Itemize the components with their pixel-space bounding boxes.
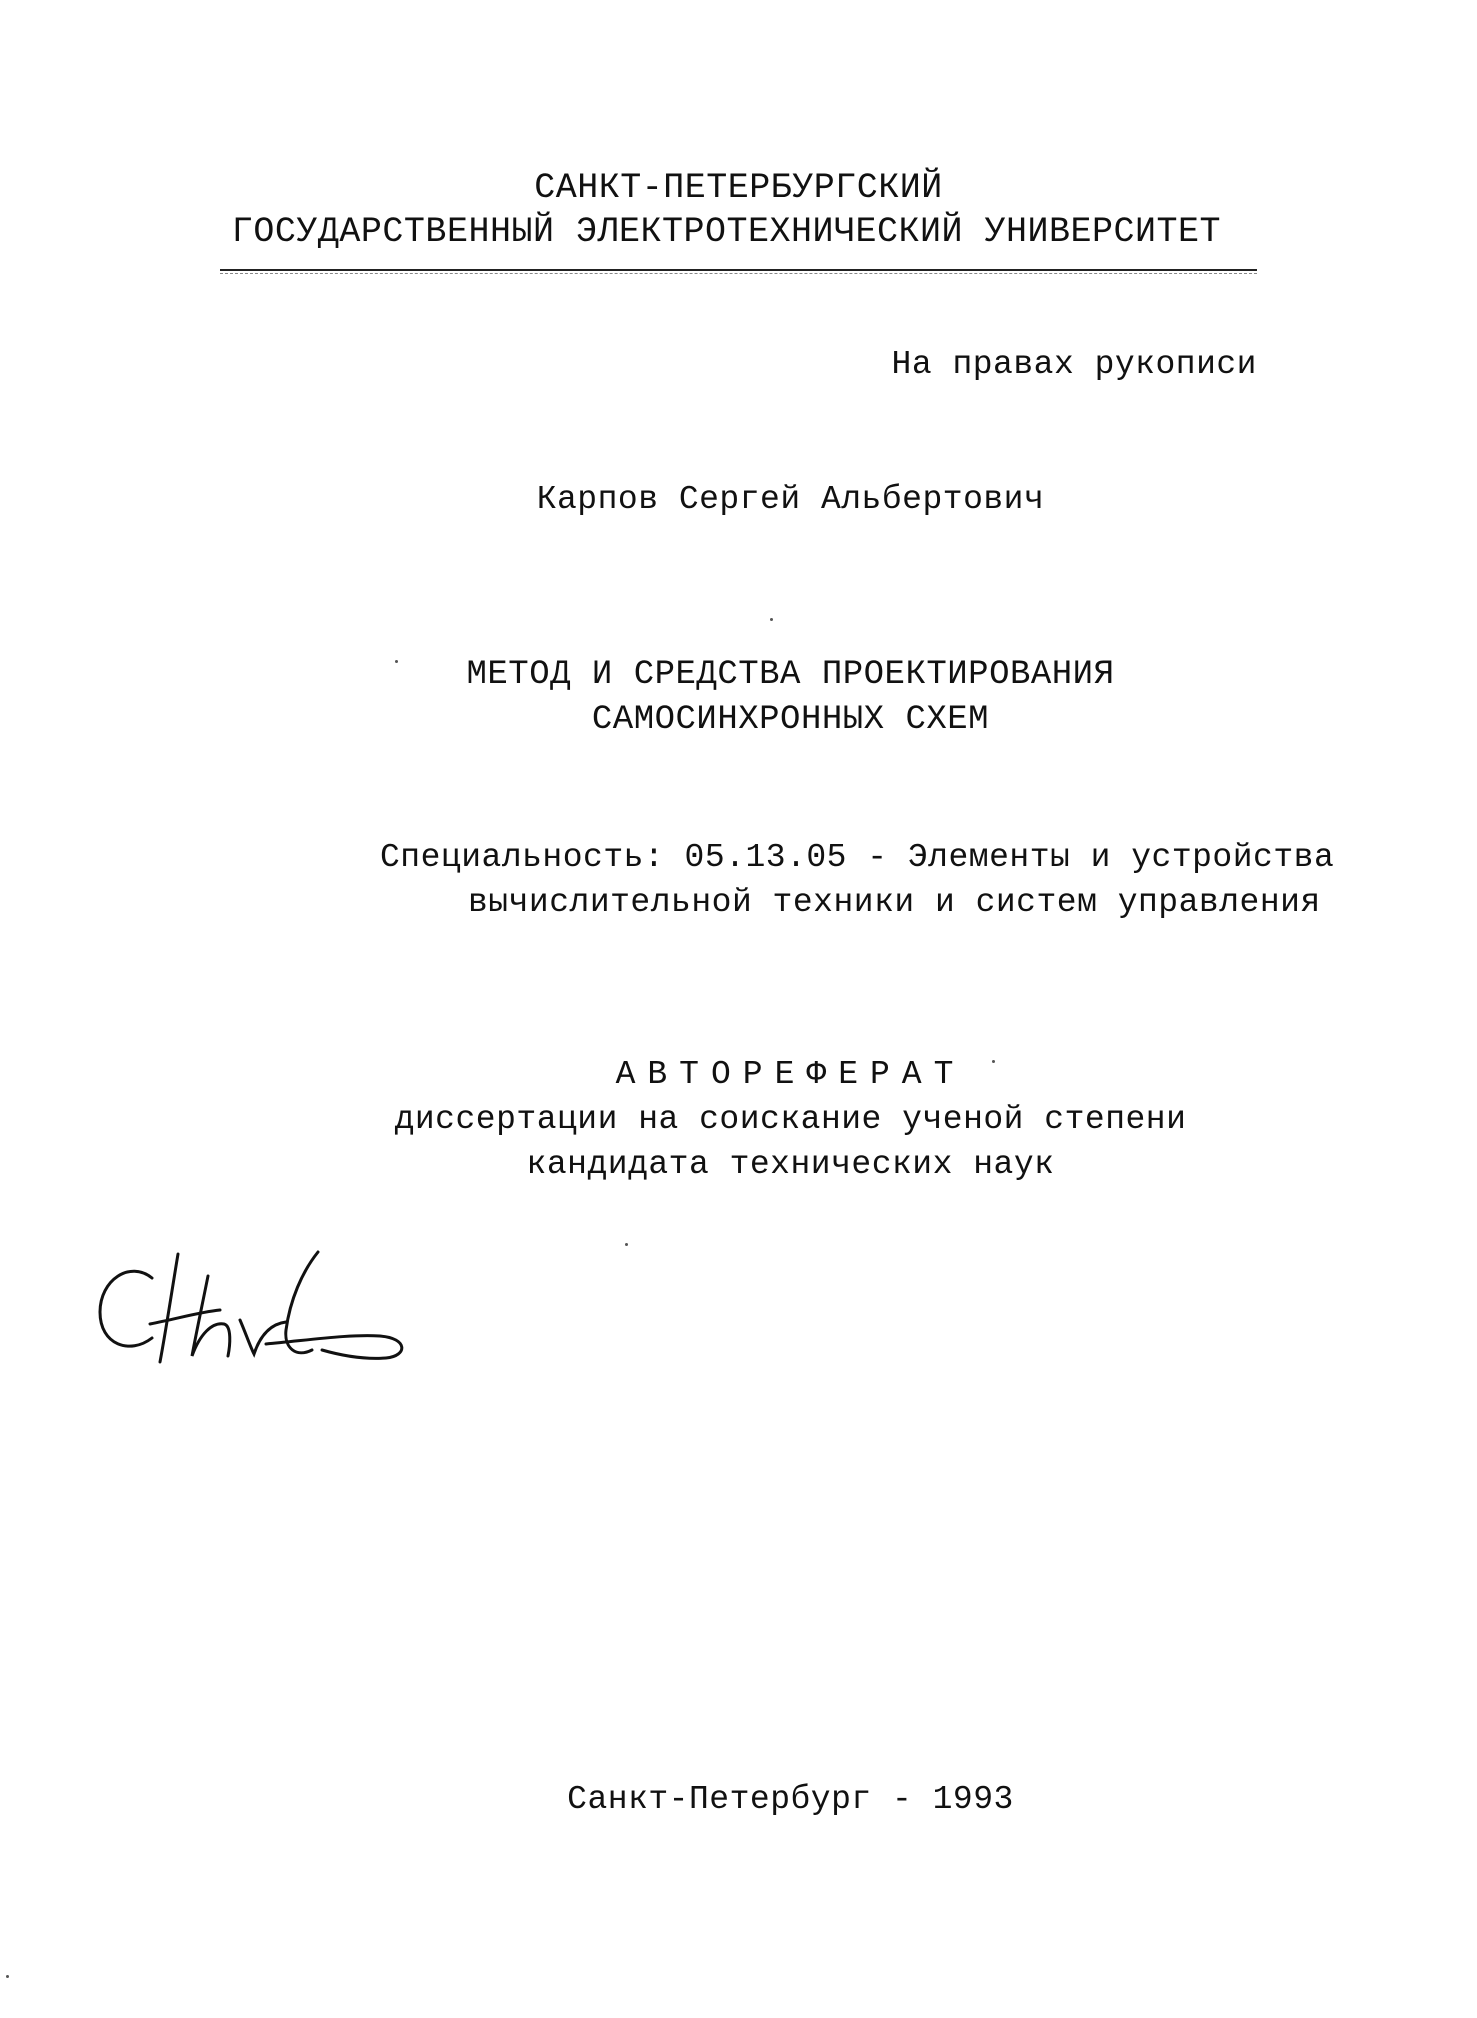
place-and-year: Санкт-Петербург - 1993 bbox=[567, 1781, 1014, 1818]
title-line2: САМОСИНХРОННЫХ СХЕМ bbox=[591, 701, 990, 739]
scan-speck bbox=[6, 1975, 9, 1978]
specialty-line2: вычислительной техники и систем управления bbox=[468, 884, 1321, 921]
scan-speck bbox=[395, 660, 398, 663]
handwritten-signature bbox=[90, 1250, 420, 1380]
university-name-line1: САНКТ-ПЕТЕРБУРГСКИЙ bbox=[534, 168, 943, 208]
scan-speck bbox=[992, 1060, 995, 1063]
abstract-label: АВТОРЕФЕРАТ bbox=[615, 1056, 966, 1093]
university-name-line2: ГОСУДАРСТВЕННЫЙ ЭЛЕКТРОТЕХНИЧЕСКИЙ УНИВЕРСИТЕТ bbox=[231, 212, 1222, 252]
abstract-line2: кандидата технических наук bbox=[526, 1146, 1055, 1183]
specialty-line1: Специальность: 05.13.05 - Элементы и устройства bbox=[380, 839, 1335, 876]
header-divider bbox=[220, 269, 1257, 271]
title-line1: МЕТОД И СРЕДСТВА ПРОЕКТИРОВАНИЯ bbox=[466, 656, 1115, 694]
abstract-line1: диссертации на соискание ученой степени bbox=[394, 1101, 1187, 1138]
scan-speck bbox=[625, 1243, 628, 1246]
author-name: Карпов Сергей Альбертович bbox=[536, 481, 1045, 518]
rights-note: На правах рукописи bbox=[891, 346, 1257, 383]
header-divider-shadow bbox=[220, 273, 1257, 274]
scan-speck bbox=[770, 618, 773, 621]
